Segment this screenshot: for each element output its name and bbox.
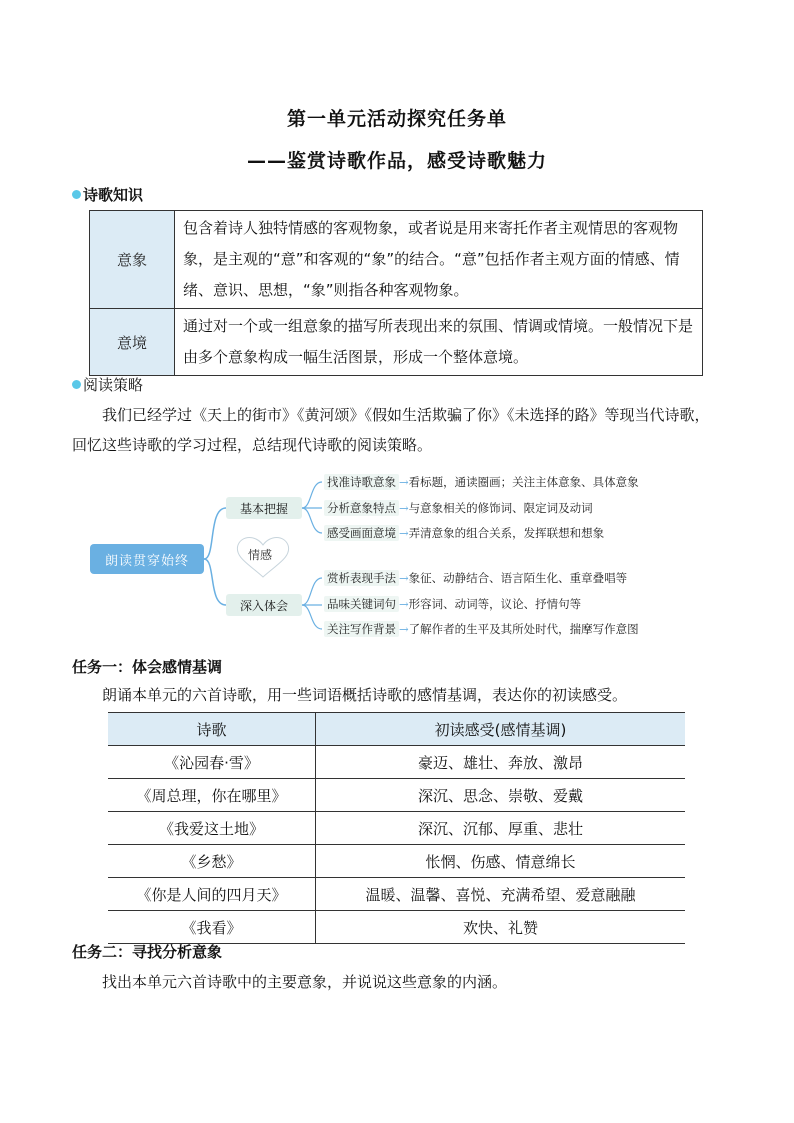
feeling-cell: 温暖、温馨、喜悦、充满希望、爱意融融 [316,878,686,911]
page-subtitle: ——鉴赏诗歌作品，感受诗歌魅力 [246,150,547,172]
poem-cell: 《乡愁》 [108,845,316,878]
term-cell: 意境 [90,309,175,376]
feeling-cell: 怅惘、伤感、情意绵长 [316,845,686,878]
task2-instruction: 找出本单元六首诗歌中的主要意象，并说说这些意象的内涵。 [102,973,508,991]
poem-cell: 《我看》 [108,911,316,944]
definition-cell: 通过对一个或一组意象的描写所表现出来的氛围、情调或情境。一般情况下是由多个意象构成一幅生活图景，形成一个整体意境。 [175,309,703,376]
leaf-desc: 弄清意象的组合关系，发挥联想和想象 [408,526,605,540]
strategy-heading-label: 阅读策略 [83,376,144,394]
table-row [108,845,685,878]
leaf-desc: 形容词、动词等，议论、抒情句等 [408,597,582,611]
table-row [108,746,685,779]
feeling-cell: 欢快、礼赞 [316,911,686,944]
leaf-desc: 与意象相关的修饰词、限定词及动词 [408,501,593,515]
table-row [108,779,685,812]
leaf-desc: 看标题，通读圈画；关注主体意象、具体意象 [408,475,639,489]
table-row [108,911,685,944]
table-header-row [108,713,685,746]
leaf-key: 赏析表现手法 [324,570,399,586]
table-row [108,878,685,911]
poem-cell: 《我爱这土地》 [108,812,316,845]
poem-cell: 《沁园春·雪》 [108,746,316,779]
leaf-key: 找准诗歌意象 [324,474,399,490]
leaf-desc: 象征、动静结合、语言陌生化、重章叠唱等 [408,571,628,585]
mindmap-root: 朗读贯穿始终 [90,544,204,574]
feeling-cell: 豪迈、雄壮、奔放、激昂 [316,746,686,779]
table-row [90,309,703,376]
task2-heading: 任务二：寻找分析意象 [72,943,223,961]
column-header: 诗歌 [108,713,316,746]
table-row [90,211,703,309]
leaf-key: 分析意象特点 [324,500,399,516]
mindmap-leaf: 找准诗歌意象 →看标题，通读圈画；关注主体意象、具体意象 [324,474,639,490]
leaf-key: 关注写作背景 [324,621,399,637]
column-header: 初读感受(感情基调) [316,713,686,746]
strategy-text: 我们已经学过《天上的街市》《黄河颂》《假如生活欺骗了你》《未选择的路》等现当代诗歌，回忆这些诗歌的学习过程，总结现代诗歌的阅读策略。 [72,406,710,454]
knowledge-table [89,210,703,376]
poem-cell: 《周总理，你在哪里》 [108,779,316,812]
mindmap-center-label: 情感 [248,548,273,562]
task1-heading: 任务一：体会感情基调 [72,658,223,676]
mindmap-leaf: 关注写作背景 →了解作者的生平及其所处时代，揣摩写作意图 [324,621,639,637]
mindmap-branch-deep: 深入体会 [226,594,302,616]
bullet-dot-icon [72,380,81,389]
term-cell: 意象 [90,211,175,309]
mindmap-leaf: 分析意象特点 →与意象相关的修饰词、限定词及动词 [324,500,593,516]
strategy-heading [72,374,143,395]
leaf-desc: 了解作者的生平及其所处时代，揣摩写作意图 [408,622,639,636]
leaf-key: 品味关键词句 [324,596,399,612]
mindmap-leaf: 品味关键词句 →形容词、动词等，议论、抒情句等 [324,596,581,612]
feeling-cell: 深沉、沉郁、厚重、悲壮 [316,812,686,845]
mindmap-branch-basic: 基本把握 [226,497,302,519]
definition-cell: 包含着诗人独特情感的客观物象，或者说是用来寄托作者主观情思的客观物象，是主观的“意”和客观的“象”的结合。“意”包括作者主观方面的情感、情绪、意识、思想，“象”则指各种客观物象。 [175,211,703,309]
bullet-dot-icon [72,190,81,199]
poem-table [108,712,685,944]
poem-cell: 《你是人间的四月天》 [108,878,316,911]
page-title: 第一单元活动探究任务单 [286,108,507,130]
feeling-cell: 深沉、思念、崇敬、爱戴 [316,779,686,812]
mindmap-leaf: 感受画面意境 →弄清意象的组合关系，发挥联想和想象 [324,525,604,541]
leaf-key: 感受画面意境 [324,525,399,541]
mindmap-leaf: 赏析表现手法 →象征、动静结合、语言陌生化、重章叠唱等 [324,570,627,586]
task1-instruction: 朗诵本单元的六首诗歌，用一些词语概括诗歌的感情基调，表达你的初读感受。 [102,686,628,704]
table-row [108,812,685,845]
knowledge-heading-label: 诗歌知识 [83,186,144,204]
knowledge-heading [72,184,143,205]
